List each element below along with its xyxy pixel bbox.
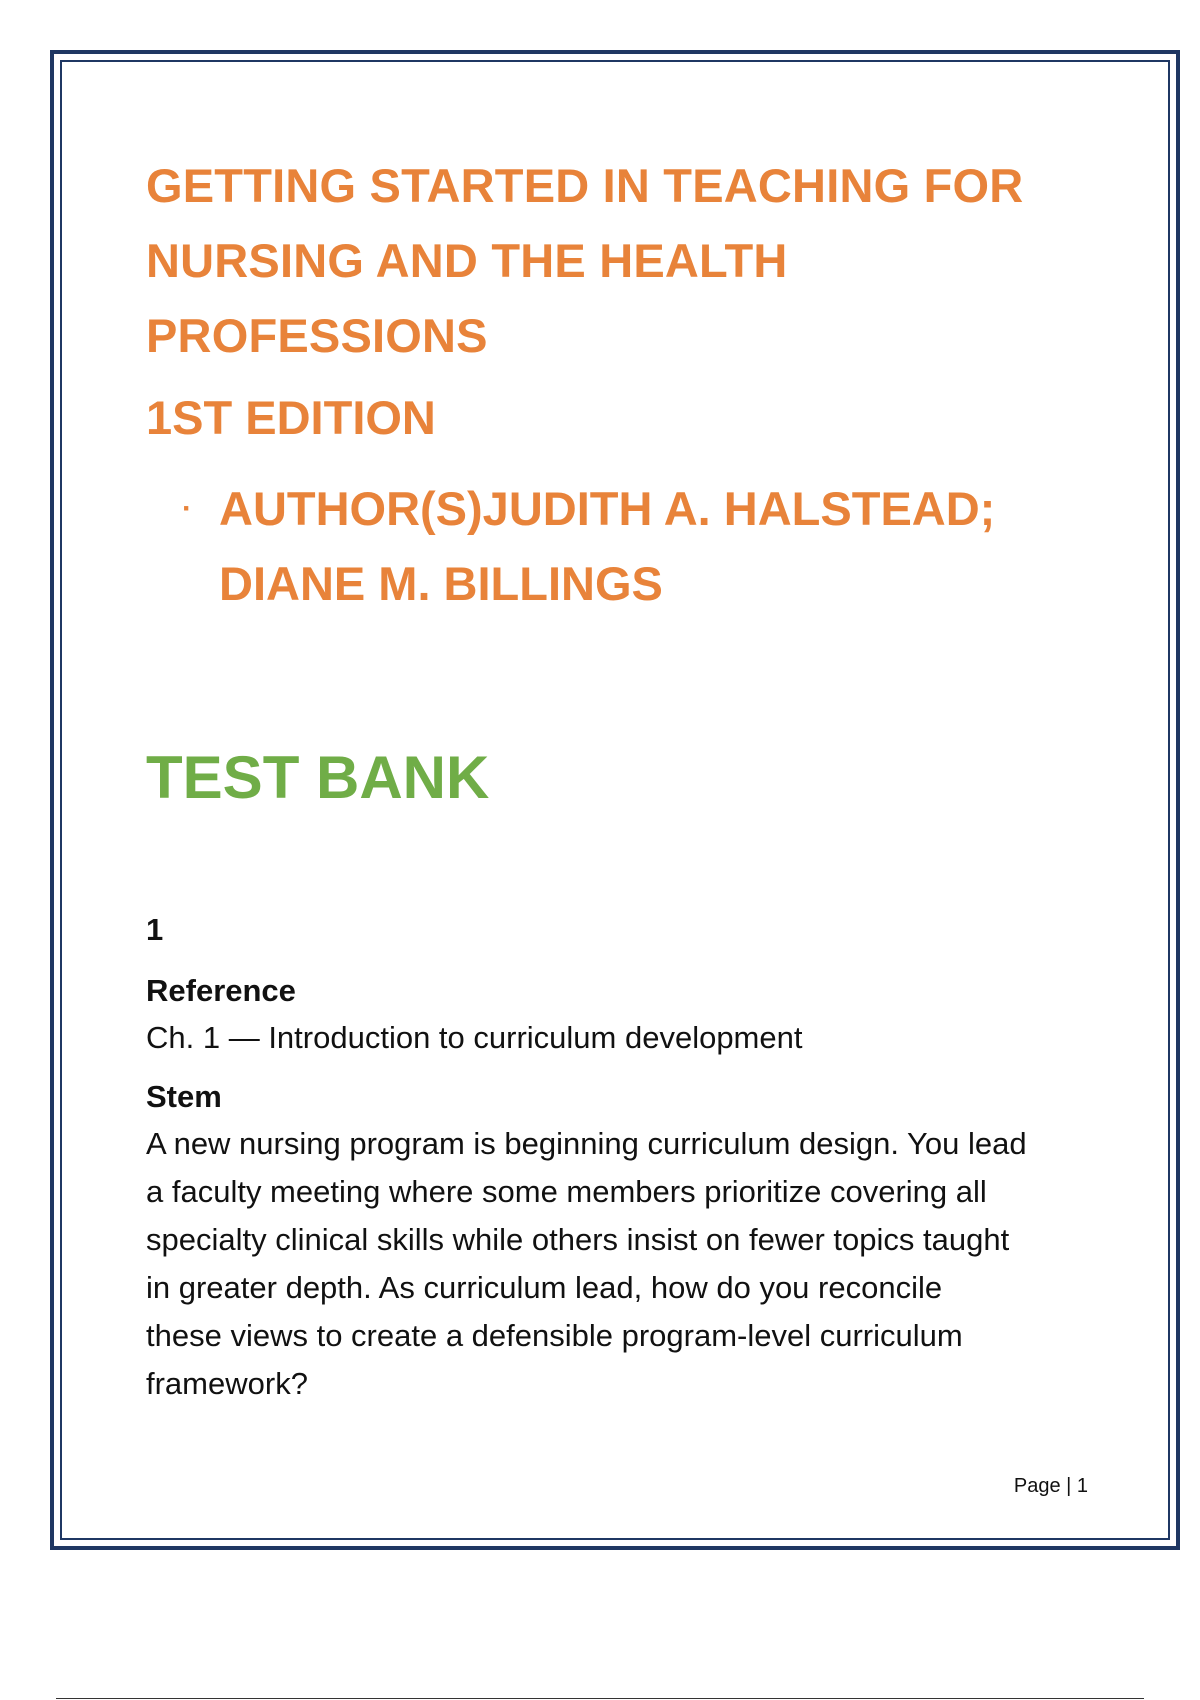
stem-line: a faculty meeting where some members prioritize covering all	[146, 1174, 987, 1209]
book-title-line: GETTING STARTED IN TEACHING FOR	[146, 159, 1024, 212]
bottom-divider	[56, 1698, 1144, 1699]
stem-line: framework?	[146, 1366, 308, 1401]
book-title-line: PROFESSIONS	[146, 309, 488, 362]
book-title	[146, 148, 1046, 373]
book-title-line: NURSING AND THE HEALTH	[146, 234, 788, 287]
question-number: 1	[146, 912, 164, 947]
stem-line: specialty clinical skills while others insist on fewer topics taught	[146, 1222, 1010, 1257]
title-block	[146, 148, 1046, 621]
authors-list	[146, 471, 1046, 621]
authors-item	[146, 471, 1046, 621]
question-content	[146, 905, 1096, 1408]
page-number: Page | 1	[1013, 1475, 1088, 1497]
reference-text: Ch. 1 — Introduction to curriculum development	[146, 1020, 803, 1055]
edition: 1ST EDITION	[146, 391, 436, 444]
stem-label: Stem	[146, 1079, 222, 1114]
stem-line: A new nursing program is beginning curriculum design. You lead	[146, 1126, 1027, 1161]
stem-text	[146, 1120, 1096, 1408]
bullet-icon: ·	[182, 492, 192, 525]
authors-line: AUTHOR(S)JUDITH A. HALSTEAD;	[219, 482, 996, 535]
reference-label: Reference	[146, 973, 296, 1008]
section-title: TEST BANK	[146, 744, 490, 811]
authors-line: DIANE M. BILLINGS	[219, 557, 663, 610]
stem-line: these views to create a defensible program-level curriculum	[146, 1318, 963, 1353]
stem-line: in greater depth. As curriculum lead, how do you reconcile	[146, 1270, 943, 1305]
